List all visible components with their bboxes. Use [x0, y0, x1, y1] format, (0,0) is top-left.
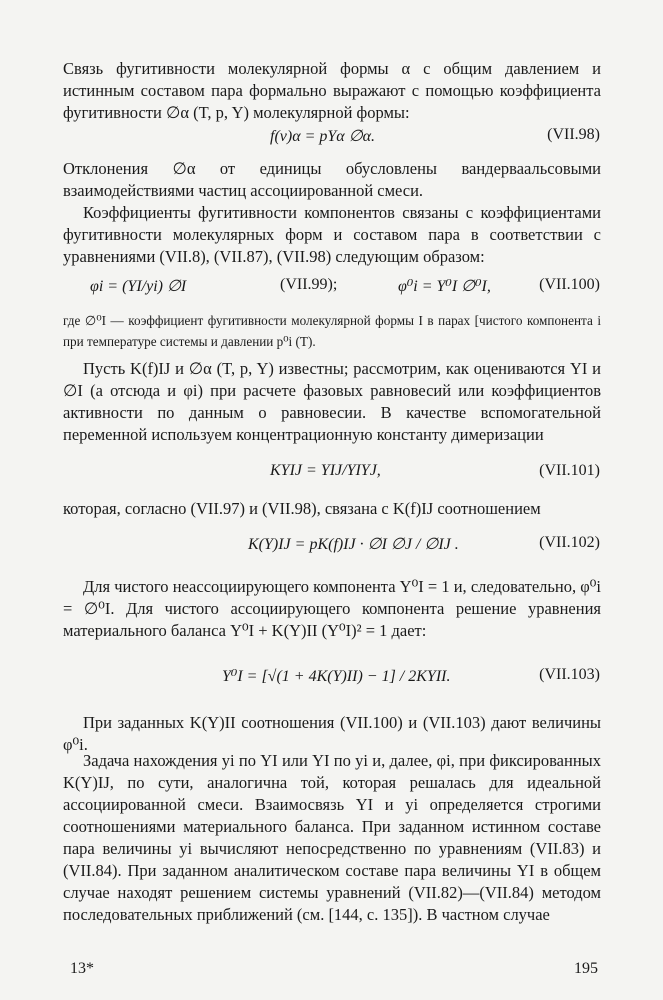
paragraph-2: Отклонения ∅α от единицы обусловлены вандерваальсовыми взаимодействиями частиц ассоциированной смеси. [63, 159, 601, 200]
paragraph-1: Связь фугитивности молекулярной формы α с общим давлением и истинным составом пара формально выражают с помощью коэффициента фугитивности ∅α (T, p, Y) молекулярной формы: [63, 59, 601, 122]
equation-number-vii-99: (VII.99); [280, 276, 338, 293]
equation-vii-102: K(Y)IJ = pK(f)IJ · ∅I ∅J / ∅IJ . [248, 536, 459, 553]
equation-vii-98: f(v)α = pYα ∅α. [270, 128, 376, 145]
equation-vii-99: φi = (YI/yi) ∅I [90, 278, 187, 295]
paragraph-5: Пусть K(f)IJ и ∅α (T, p, Y) известны; рассмотрим, как оцениваются YI и ∅I (а отсюда и φi) при расчете фазовых равновесий или коэффициентов активности по данным о равновесии. В качестве вспомогательной переменной используем концентрационную константу димеризации [63, 359, 601, 444]
equation-vii-103: Y⁰I = [√(1 + 4K(Y)II) − 1] / 2KYII. [222, 668, 451, 685]
equation-number-vii-101: (VII.101) [539, 462, 600, 479]
equation-vii-100: φ⁰i = Y⁰I ∅⁰I, [398, 278, 491, 295]
printer-signature: 13* [70, 960, 94, 977]
page-number: 195 [574, 960, 598, 977]
equation-vii-101: KYIJ = YIJ/YIYJ, [270, 462, 381, 479]
paragraph-8: При заданных K(Y)II соотношения (VII.100) и (VII.103) дают величины φ⁰i. [63, 713, 601, 754]
equation-number-vii-98: (VII.98) [547, 126, 600, 143]
paragraph-6: которая, согласно (VII.97) и (VII.98), связана с K(f)IJ соотношением [63, 499, 541, 518]
equation-number-vii-103: (VII.103) [539, 666, 600, 683]
equation-number-vii-102: (VII.102) [539, 534, 600, 551]
equation-number-vii-100: (VII.100) [539, 276, 600, 293]
paragraph-7: Для чистого неассоциирующего компонента Y⁰I = 1 и, следовательно, φ⁰i = ∅⁰I. Для чистого ассоциирующего компонента решение уравнения материального баланса Y⁰I + K(Y)II (Y⁰I)² = 1 дает: [63, 577, 601, 640]
footnote-paragraph: где ∅⁰I — коэффициент фугитивности молекулярной формы I в парах [чистого компонента i при температуре системы и давлении p⁰i (T). [63, 313, 601, 349]
paragraph-3: Коэффициенты фугитивности компонентов связаны с коэффициентами фугитивности молекулярных форм и составом пара в соответствии с уравнениями (VII.8), (VII.87), (VII.98) следующим образом: [63, 203, 601, 266]
paragraph-9: Задача нахождения yi по YI или YI по yi и, далее, φi, при фиксированных K(Y)IJ, по сути, аналогична той, которая решалась для идеальной ассоциированной смеси. Взаимосвязь YI и yi определяется строгими соотношениями материального баланса. При заданном истинном составе пара величины yi вычисляют непосредственно по уравнениям (VII.83) и (VII.84). При заданном аналитическом составе пара величины YI в общем случае находят решением системы уравнений (VII.82)—(VII.84) методом последовательных приближений (см. [144, с. 135]). В частном случае [63, 751, 601, 924]
